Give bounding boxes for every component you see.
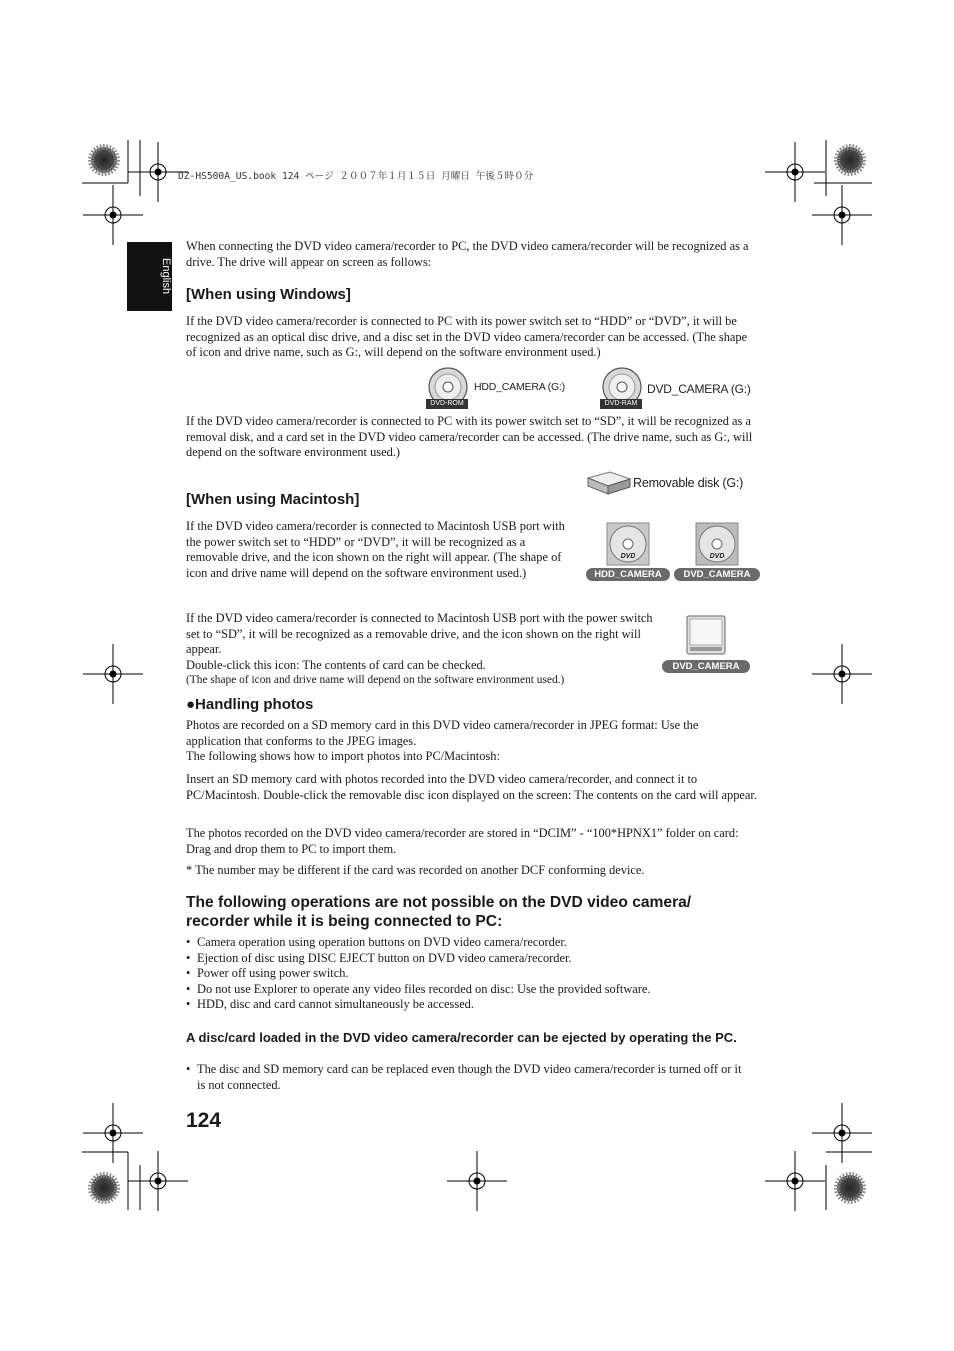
dvd-camera-drive-label: DVD_CAMERA (G:) [647,382,751,396]
mac-paragraph-2-note: (The shape of icon and drive name will depend on the software environment used.) [186,674,565,687]
language-tab-label: English [160,258,172,295]
language-tab [127,242,172,311]
windows-paragraph-1: If the DVD video camera/recorder is connected to PC with its power switch set to “HDD” or “DVD”, it will be recognized as an optical disc drive, and a disc set in the DVD video camera/recorder can be accessed. (The shape of icon and drive name, such as G:, will depend on the software environment used.) [186,314,748,360]
hdd-camera-mac-label: HDD_CAMERA [586,568,670,581]
photos-paragraph-2: Insert an SD memory card with photos recorded into the DVD video camera/recorder, and connect it to PC/Macintosh. Double-click the removable disc icon displayed on the screen: The contents on the card will appear. [186,772,757,802]
removable-disk-entry [584,470,760,498]
handling-photos-heading: ●Handling photos [186,696,314,713]
photos-paragraph-1a: Photos are recorded on a SD memory card in this DVD video camera/recorder in JPEG format: Use the application that conforms to the JPEG images. [186,718,699,748]
mac-dvd-disc-icon [695,522,739,566]
file-info-header: DZ-HS500A_US.book 124 ページ ２００７年１月１５日 月曜日 午後５時０分 [178,171,534,182]
mac-paragraph-2-text: If the DVD video camera/recorder is connected to Macintosh USB port with the power switch set to “SD”, it will be recognized as a removable drive, and the icon shown on the right will appear. [186,611,653,657]
page-number: 124 [186,1109,222,1132]
eject-heading: A disc/card loaded in the DVD video camera/recorder can be ejected by operating the PC. [186,1030,737,1045]
mac-paragraph-1: If the DVD video camera/recorder is connected to Macintosh USB port with the power switch set to “HDD” or “DVD”, it will be recognized as a removable drive, and the icon shown on the right will appear. (The shape of icon and drive name will depend on the software environment used.) [186,519,565,580]
mac-sd-drive [662,614,750,674]
not-possible-list [186,935,756,1013]
photos-paragraph-3: The photos recorded on the DVD video camera/recorder are stored in “DCIM” - “100*HPNX1” folder on card: Drag and drop them to PC to import them. [186,826,739,856]
mac-dvd-disc-icon [606,522,650,566]
dvd-camera-mac-label: DVD_CAMERA [674,568,760,581]
windows-drive-dvd-rom [426,367,576,411]
mac-drive-hdd-camera [586,522,670,582]
dvd-ram-badge: DVD-RAM [600,399,642,409]
dvd-rom-badge: DVD-ROM [426,399,468,409]
mac-heading: [When using Macintosh] [186,491,360,508]
removable-drive-icon [684,614,728,658]
list-item: • Power off using power switch. [186,966,756,982]
hdd-camera-drive-label: HDD_CAMERA (G:) [474,381,565,393]
list-item: • Ejection of disc using DISC EJECT button on DVD video camera/recorder. [186,951,756,967]
svg-text:DVD: DVD [709,553,725,560]
list-item: • The disc and SD memory card can be replaced even though the DVD video camera/recorder is turned off or it is not connected. [186,1062,746,1093]
photos-paragraph-1b: The following shows how to import photos into PC/Macintosh: [186,749,500,764]
photos-paragraph-1 [186,718,756,765]
list-item: • Camera operation using operation buttons on DVD video camera/recorder. [186,935,756,951]
removable-disk-icon [584,470,632,498]
windows-drive-dvd-ram [600,367,760,411]
list-item: • HDD, disc and card cannot simultaneously be accessed. [186,997,756,1013]
windows-paragraph-2: If the DVD video camera/recorder is connected to PC with its power switch set to “SD”, it will be recognized as a removal disk, and a card set in the DVD video camera/recorder can be accessed. (The drive name, such as G:, will depend on the software environment used.) [186,414,753,460]
not-possible-heading: The following operations are not possible on the DVD video camera/ recorder while it is being connected to PC: [186,894,692,930]
sd-dvd-camera-label: DVD_CAMERA [662,660,750,673]
eject-list [186,1062,746,1093]
mac-paragraph-2 [186,611,661,688]
windows-heading: [When using Windows] [186,286,351,303]
photos-footnote: * The number may be different if the card was recorded on another DCF conforming device. [186,863,645,877]
removable-disk-label: Removable disk (G:) [633,476,744,490]
svg-text:DVD: DVD [620,553,636,560]
list-item: • Do not use Explorer to operate any video files recorded on disc: Use the provided software. [186,982,756,998]
intro-paragraph: When connecting the DVD video camera/recorder to PC, the DVD video camera/recorder will be recognized as a drive. The drive will appear on screen as follows: [186,239,749,269]
mac-paragraph-2-doubleclick: Double-click this icon: The contents of card can be checked. [186,657,486,672]
mac-drive-dvd-camera [674,522,760,582]
